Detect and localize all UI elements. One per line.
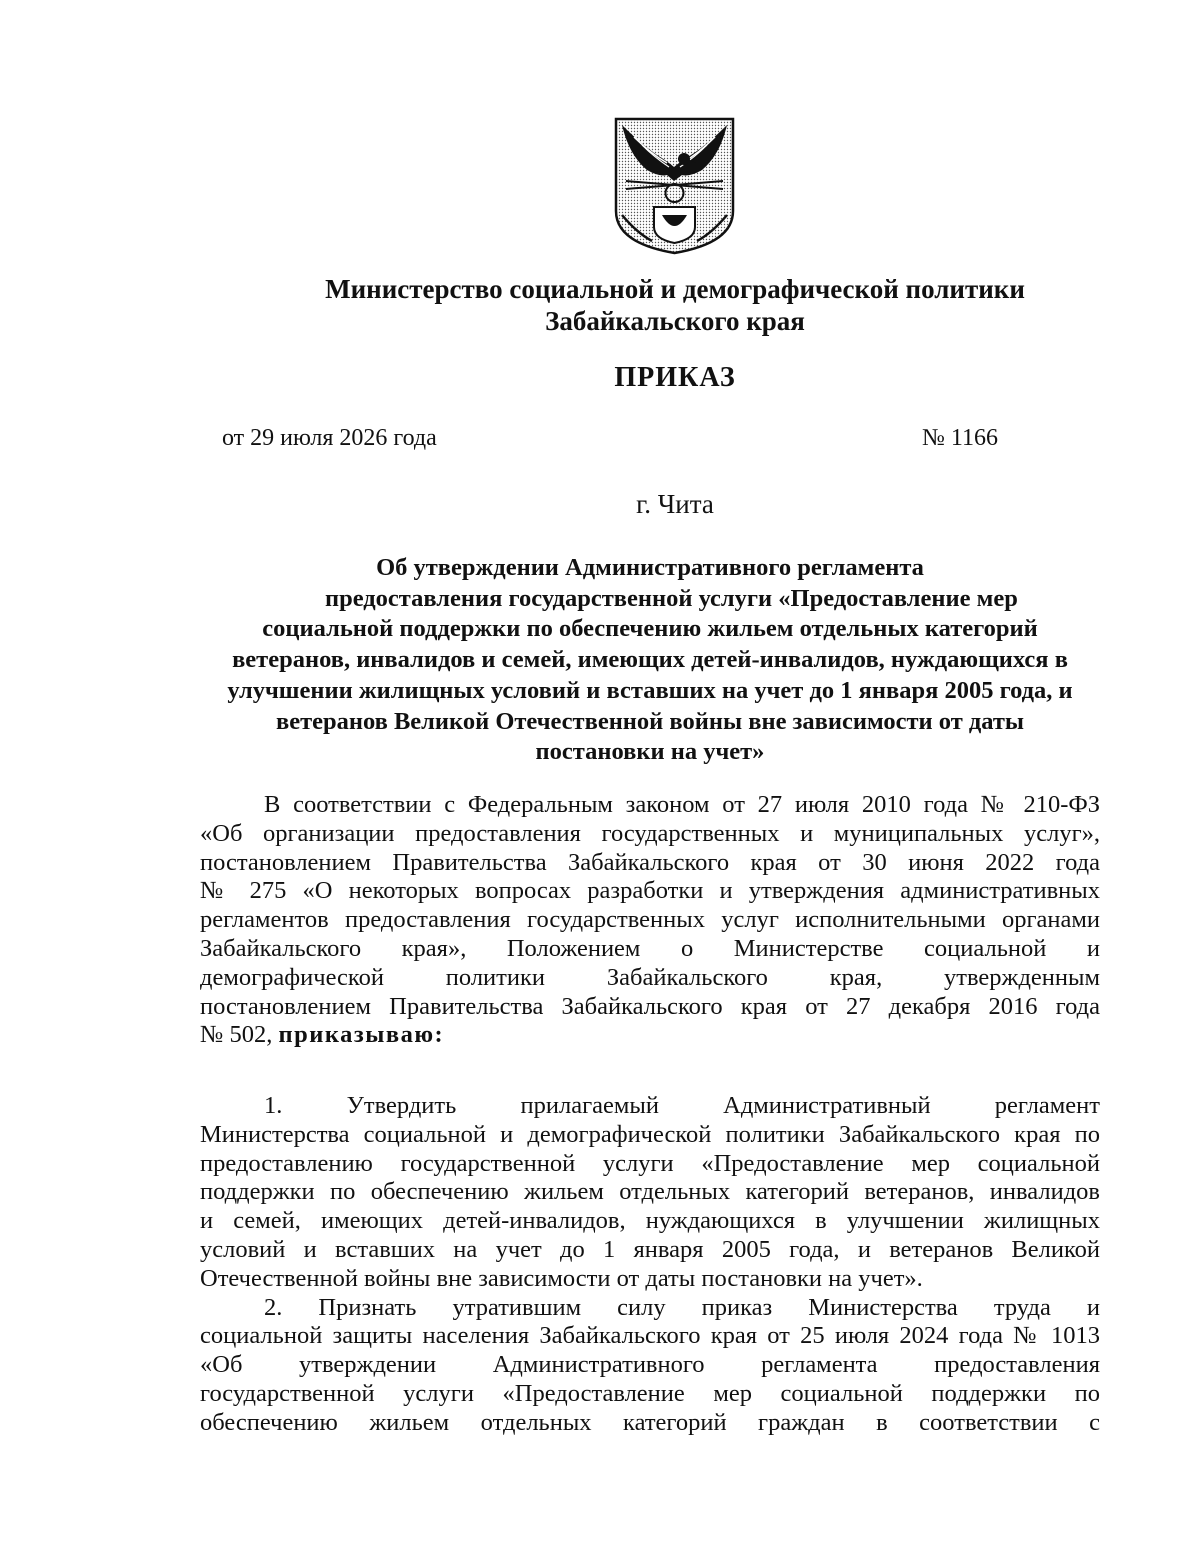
subject-line: постановки на учет» xyxy=(535,738,765,766)
preamble-last-line xyxy=(200,1021,1100,1050)
preamble-line: регламентов предоставления государственных услуг исполнительными органами xyxy=(200,906,1100,934)
item1-line: Отечественной войны вне зависимости от даты постановки на учет». xyxy=(200,1264,923,1292)
preamble-line: В соответствии с Федеральным законом от 27 июля 2010 года № 210-ФЗ xyxy=(264,791,1100,818)
subject-line: предоставления государственной услуги «Предоставление мер xyxy=(325,584,1018,612)
item2-line: социальной защиты населения Забайкальского края от 25 июля 2024 года № 1013 xyxy=(200,1322,1100,1350)
subject-line: ветеранов Великой Отечественной войны вне зависимости от даты xyxy=(275,707,1025,735)
item2-line: государственной услуги «Предоставление мер социальной поддержки по xyxy=(200,1379,1100,1407)
preamble-line: постановлением Правительства Забайкальского края от 27 декабря 2016 года xyxy=(200,992,1100,1020)
preamble-last-line-prefix: № 502, xyxy=(200,1021,279,1049)
zabaikalsky-coat-of-arms-icon xyxy=(612,115,737,257)
item1-line: 1. Утвердить прилагаемый Административный регламент xyxy=(264,1092,1100,1119)
item1-line: Министерства социальной и демографической политики Забайкальского края по xyxy=(200,1120,1100,1148)
subject-line: ветеранов, инвалидов и семей, имеющих детей-инвалидов, нуждающихся в xyxy=(232,646,1068,674)
item1-line: поддержки по обеспечению жильем отдельных категорий ветеранов, инвалидов xyxy=(200,1178,1100,1206)
order-date: от 29 июля 2026 года xyxy=(222,425,437,451)
order-directive: приказываю: xyxy=(278,1021,445,1049)
item2-line: «Об утверждении Административного регламента предоставления xyxy=(200,1351,1100,1379)
subject-line: улучшении жилищных условий и вставших на учет до 1 января 2005 года, и xyxy=(227,676,1073,704)
preamble-line: «Об организации предоставления государственных и муниципальных услуг», xyxy=(200,819,1100,847)
preamble-line: постановлением Правительства Забайкальского края от 30 июня 2022 года xyxy=(200,848,1100,876)
preamble-line: № 275 «О некоторых вопросах разработки и утверждения административных xyxy=(200,877,1100,905)
preamble-paragraph xyxy=(200,791,1100,1050)
item1-line: условий и вставших на учет до 1 января 2005 года, и ветеранов Великой xyxy=(200,1235,1100,1263)
subject-line: Об утверждении Административного регламента xyxy=(376,554,924,581)
order-number: № 1166 xyxy=(922,425,999,451)
preamble-line: Забайкальского края», Положением о Министерстве социальной и xyxy=(200,934,1100,962)
city: г. Чита xyxy=(636,489,714,519)
ministry-name-line2: Забайкальского края xyxy=(545,306,805,336)
order-items xyxy=(200,1092,1100,1438)
preamble-line: демографической политики Забайкальского края, утвержденным xyxy=(200,963,1100,991)
item1-line: и семей, имеющих детей-инвалидов, нуждающихся в улучшении жилищных xyxy=(200,1207,1100,1235)
item2-line: 2. Признать утратившим силу приказ Министерства труда и xyxy=(264,1293,1100,1321)
order-subject xyxy=(200,553,1100,768)
subject-line: социальной поддержки по обеспечению жильем отдельных категорий xyxy=(262,615,1038,643)
item1-line: предоставлению государственной услуги «Предоставление мер социальной xyxy=(200,1149,1100,1177)
ministry-name-line1: Министерство социальной и демографической политики xyxy=(325,274,1025,304)
order-title: ПРИКАЗ xyxy=(614,362,736,393)
item2-line: обеспечению жильем отдельных категорий граждан в соответствии с xyxy=(200,1408,1100,1436)
